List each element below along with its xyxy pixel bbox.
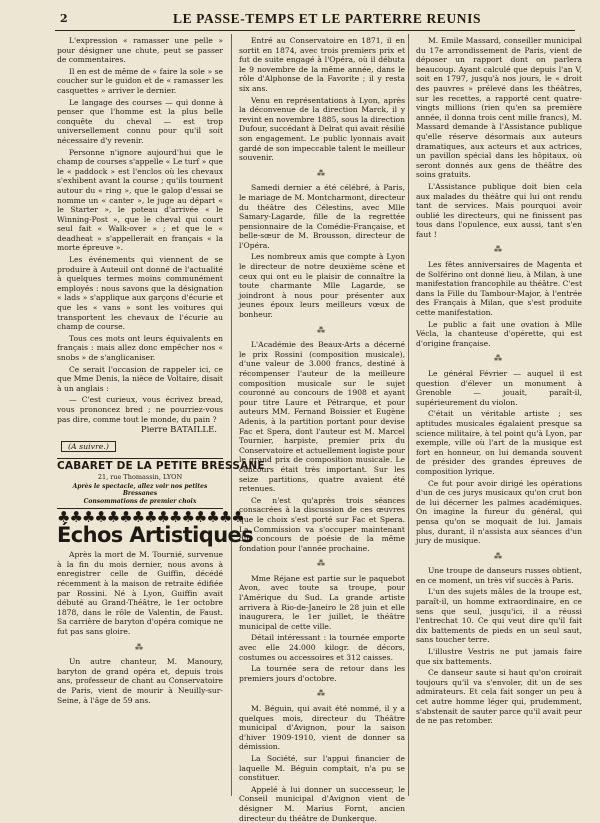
paragraph: Après la mort de M. Tournié, survenue à la fin du mois dernier, nous avons à enregistrer celle de Guiffin, décédé récemment à la maison de retraite édifiée par Rossini. Né à Lyon, Guiffin avait débuté au Grand-Théâtre, le 1er octobre 1878, dans le rôle de Valentin, de Faust. Sa carrière de baryton d'opéra comique ne fut pas sans gloire. (57, 550, 223, 636)
paragraph: L'Académie des Beaux-Arts a décerné le prix Rossini (composition musicale), d'une valeur de 3.000 francs, destiné à récompenser l'auteur de la meilleure composition musicale sur le sujet couronné au concours de 1908 et ayant pour titre Laure et Pétrarque, et pour auteurs MM. Fernand Boissier et Eugène Adenis, à la partition portant pour devise Fac et Spera, dont l'auteur est M. Marcel Tournier, harpiste, premier prix du Conservatoire et actuellement logiste pour le grand prix de composition musicale. Le concours était très important. Sur les seize partitions, quatre avaient été retenues. (239, 340, 405, 494)
paragraph: M. Béguin, qui avait été nommé, il y a quelques mois, directeur du Théâtre municipal d'Avignon, pour la saison d'hiver 1909-1910, vient de donner sa démission. (239, 704, 405, 752)
paragraph: Ce n'est qu'après trois séances consacrées à la discussion de ces œuvres que le choix s'est porté sur Fac et Spera. La Commission va s'occuper maintenant du concours de poésie de la même fondation pour l'année prochaine. (239, 495, 405, 553)
paragraph: Il en est de même de « faire la sole » se coucher sur le guidon et de « ramasser les casquettes » arriver le dernier. (57, 66, 223, 95)
column-left (57, 36, 265, 798)
paragraph: Appelé à lui donner un successeur, le Conseil municipal d'Avignon vient de désigner M. Marius Fornt, ancien directeur du théâtre de Dunkerque. (239, 784, 405, 823)
paragraph: Venu en représentations à Lyon, après la déconvenue de la direction Marck, il y revint en novembre 1885, sous la direction Dufour, succédant à Delrat qui avait résilié son engagement. Le public lyonnais avait gardé de son impeccable talent le meilleur souvenir. (239, 95, 405, 163)
separator-asterism: ⁂ (317, 689, 327, 699)
paragraph: L'expression « ramasser une pelle » pour désigner une chute, peut se passer de commentaires. (57, 36, 223, 65)
page-header (55, 8, 575, 31)
cabaret-advertisement (57, 458, 265, 509)
separator-asterism: ⁂ (494, 551, 504, 561)
paragraph: La Société, sur l'appui financier de laquelle M. Béguin comptait, n'a pu se constituer. (239, 753, 405, 783)
ad-tagline: Après le spectacle, allez voir nos petites Bressanes (72, 482, 208, 498)
column-middle (239, 36, 405, 823)
column-divider (231, 34, 232, 796)
separator-asterism: ⁂ (135, 642, 145, 652)
page-number: 2 (60, 12, 68, 25)
ad-business-name: CABARET DE LA PETITE BRESSANE (57, 460, 265, 473)
section-heading: Échos Artistiques (57, 522, 254, 547)
ad-tagline: Consommations de premier choix (83, 497, 197, 505)
paragraph: Un autre chanteur, M. Manoury, baryton de grand opéra et, depuis trois ans, professeur de chant au Conservatoire de Paris, vient de mourir à Neuilly-sur-Seine, à l'âge de 59 ans. (57, 657, 223, 705)
paragraph: Tous ces mots ont leurs équivalents en français : mais allez donc empêcher nos « snobs » de s'anglicaniser. (57, 333, 223, 362)
decorative-ornament-border: ♣♣♣♣♣♣♣♣♣♣♣♣♣♣♣ (57, 508, 244, 527)
paragraph: C'était un véritable artiste ; ses aptitudes musicales égalaient presque sa science militaire, à tel point qu'à Lyon, par exemple, ville où l'art de la musique est fort en honneur, on lui demanda souvent de présider des grandes épreuves de composition lyrique. (416, 409, 582, 476)
paragraph: Détail intéressant : la tournée emporte avec elle 24.000 kilogr. de décors, costumes ou accessoires et 312 caisses. (239, 633, 405, 662)
newspaper-title: LE PASSE-TEMPS ET LE PARTERRE REUNIS (173, 11, 482, 26)
paragraph: M. Emile Massard, conseiller municipal du 17e arrondissement de Paris, vient de déposer un rapport dont on parlera beaucoup. Ayant calculé que depuis l'an V, soit en 1797, jusqu'à nos jours, le « droit des pauvres » prélevé dans les théâtres, sur les recettes, a rapporté cent quatre-vingts millions (rien qu'en sa première année, il donna trois cent mille francs), M. Massard demande à l'Assistance publique qu'elle réserve désormais aux auteurs dramatiques, aux acteurs et aux actrices, un pavillon spécial dans les hôpitaux, où seront donnés aux gens de théâtre des soins gratuits. (416, 36, 582, 180)
paragraph: Entré au Conservatoire en 1871, il en sortit en 1874, avec trois premiers prix et fut de suite engagé à l'Opéra, où il débuta le 9 novembre de la même année, dans le rôle d'Alphonse de la Favorite ; il y resta six ans. (239, 36, 405, 93)
paragraph: Ce fut pour avoir dirigé les opérations d'un de ces jurys musicaux qu'on crut bon de lui décerner les palmes académiques. On imagine la fureur du général, qui pensa qu'on se moquait de lui. Jamais plus, durant, il n'assista aux séances d'un jury de musique. (416, 478, 582, 546)
separator-asterism: ⁂ (317, 559, 327, 569)
paragraph: Mme Réjane est partie sur le paquebot Avon, avec toute sa troupe, pour l'Amérique du Sud. La grande artiste arrivera à Rio-de-Janeiro le 28 juin et elle inaugurera, le 1er juillet, le théâtre municipal de cette ville. (239, 573, 405, 631)
separator-asterism: ⁂ (317, 168, 327, 178)
paragraph: Le général Février — auquel il est question d'élever un monument à Grenoble — jouait, paraît-il, supérieurement du violon. (416, 369, 582, 407)
separator-asterism: ⁂ (494, 354, 504, 364)
paragraph: Ce danseur saute si haut qu'on croirait toujours qu'il va s'envoler, dit un de ses admirateurs. Et cela fait songer un peu à cet autre homme léger qui, prudemment, s'abstenait de sauter parce qu'il avait peur de ne pas retomber. (416, 668, 582, 726)
paragraph: Une troupe de danseurs russes obtient, en ce moment, un très vif succès à Paris. (416, 566, 582, 585)
author-signature: Pierre BATAILLE. (140, 425, 217, 436)
paragraph: Les événements qui viennent de se produire à Auteuil ont donné de l'actualité à quelques termes moins communément employés : nous savons que la désignation « lads » s'applique aux garçons d'écurie et que les « vans » sont les voitures qui transportent les chevaux de l'écurie au champ de course. (57, 255, 223, 332)
column-divider (408, 34, 409, 796)
paragraph: Les fêtes anniversaires de Magenta et de Solférino ont donné lieu, à Milan, à une manifestation francophile au théâtre. C'est dans la Fille du Tambour-Major, à l'entrée des Français à Milan, que s'est produite cette manifestation. (416, 260, 582, 318)
paragraph: Le langage des courses — qui donne à penser que l'homme est la plus belle conquête du cheval — est trop universellement connu pour qu'il soit nécessaire d'y revenir. (57, 97, 223, 145)
paragraph: Le public a fait une ovation à Mlle Vécla, la chanteuse d'opérette, qui est d'origine française. (416, 319, 582, 348)
column-right (416, 36, 582, 798)
to-be-continued-label: (A suivre.) (61, 441, 116, 453)
paragraph: Samedi dernier a été célébré, à Paris, le mariage de M. Montcharmont, directeur du théâtre des Célestins, avec Mlle Samary-Lagarde, fille de la regrettée pensionnaire de la Comédie-Française, et belle-sœur de M. Brousson, directeur de l'Opéra. (239, 183, 405, 250)
paragraph: L'illustre Vestris ne put jamais faire que six battements. (416, 647, 582, 666)
paragraph: Personne n'ignore aujourd'hui que le champ de courses s'appelle « Le turf » que le « paddock » est l'enclos où les chevaux s'exhibent avant la course ; qu'ils tournent autour du « ring », que le galop d'essai se nomme un « canter », le juge au départ « le Starter », le poteau d'arrivée « le Winning-Post », que le cheval qui court seul fait « Walk-over » ; et que le « deadheat » s'appellerait en français « la morte épreuve ». (57, 147, 223, 253)
paragraph: La tournée sera de retour dans les premiers jours d'octobre. (239, 664, 405, 683)
paragraph: Les nombreux amis que compte à Lyon le directeur de notre deuxième scène et ceux qui ont eu le plaisir de connaître la toute charmante Mlle Lagarde, se joindront à nous pour présenter aux jeunes époux leurs meilleurs vœux de bonheur. (239, 252, 405, 320)
paragraph: Ce serait l'occasion de rappeler ici, ce que Mme Denis, la nièce de Voltaire, disait à un anglais : (57, 364, 223, 393)
separator-asterism: ⁂ (494, 245, 504, 255)
paragraph: L'Assistance publique doit bien cela aux malades du théâtre qui lui ont rendu tant de services. Mais pourquoi avoir oublié les directeurs, qui ne finissent pas tous dans l'opulence, eux aussi, tant s'en faut ! (416, 181, 582, 239)
ad-address: 21, rue Thomassin, LYON (97, 472, 183, 481)
paragraph: — C'est curieux, vous écrivez bread, vous prononcez bred ; ne pourriez-vous pas dire, comme tout le monde, du pain ? (57, 395, 223, 424)
separator-asterism: ⁂ (317, 325, 327, 335)
paragraph: L'un des sujets mâles de la troupe est, paraît-il, un homme extraordinaire, en ce sens que seul, jusqu'ici, il a réussi l'entrechat 10. Ce qui veut dire qu'il fait dix battements de pieds en un seul saut, sans toucher terre. (416, 587, 582, 645)
